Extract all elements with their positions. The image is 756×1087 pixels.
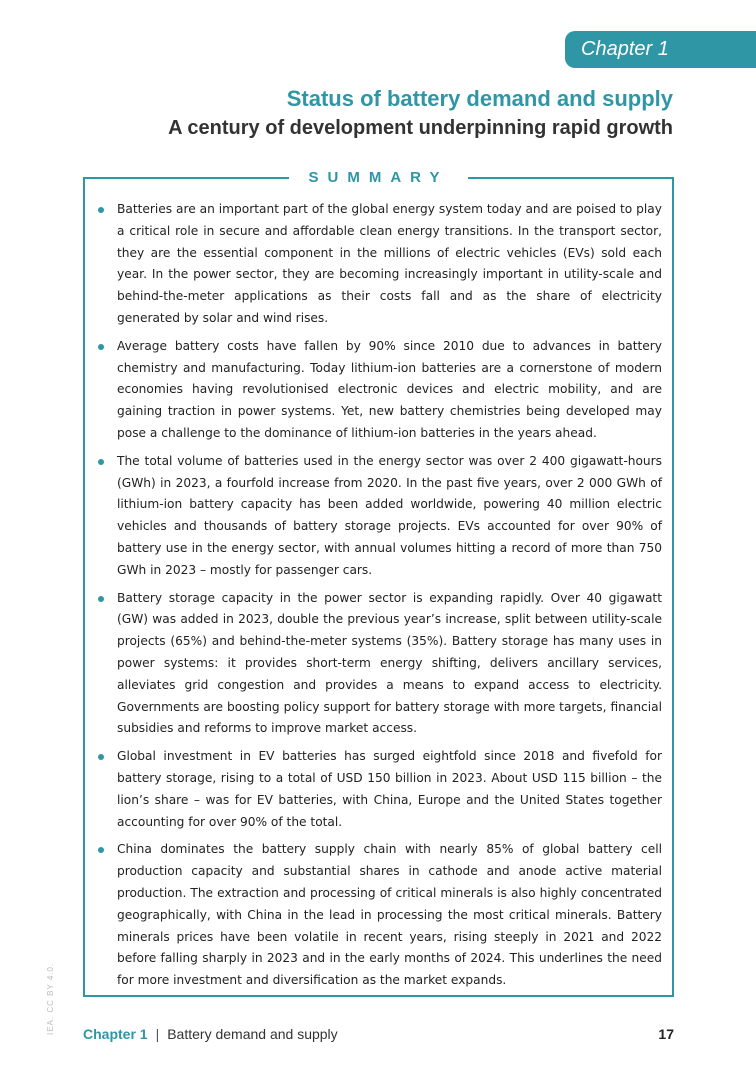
summary-box: [83, 169, 674, 997]
bullet-dot-icon: [98, 459, 104, 465]
bullet-text: Global investment in EV batteries has surged eightfold since 2018 and fivefold for battery storage, rising to a total of USD 150 billion in 2023. About USD 115 billion – the lion’s share – was for EV batteries, with China, Europe and the United States together accounting for over 90% of the total.: [117, 749, 662, 829]
summary-bullet: [97, 199, 662, 330]
summary-bullet: [97, 588, 662, 741]
page-subtitle: A century of development underpinning rapid growth: [168, 117, 673, 139]
bullet-text: Battery storage capacity in the power sector is expanding rapidly. Over 40 gigawatt (GW) was added in 2023, double the previous year’s increase, split between utility-scale projects (65%) and behind-the-meter systems (35%). Battery storage has many uses in power systems: it provides short-term energy shifting, delivers ancillary services, alleviates grid congestion and provides a means to expand access to electricity. Governments are boosting policy support for battery storage with more targets, financial subsidies and reforms to improve market access.: [117, 590, 662, 736]
bullet-dot-icon: [98, 754, 104, 760]
chapter-tab: Chapter 1: [565, 31, 756, 68]
summary-heading: SUMMARY: [289, 168, 469, 188]
page-title: Status of battery demand and supply: [286, 86, 673, 111]
summary-bullet: [97, 336, 662, 445]
bullet-text: Average battery costs have fallen by 90% since 2010 due to advances in battery chemistry and manufacturing. Today lithium-ion batteries are a cornerstone of modern economies having revolutionised electronic devices and electric mobility, and are gaining traction in power systems. Yet, new battery chemistries being developed may pose a challenge to the dominance of lithium-ion batteries in the years ahead.: [117, 338, 662, 440]
bullet-dot-icon: [98, 596, 104, 602]
bullet-text: Batteries are an important part of the global energy system today and are poised to play a critical role in secure and affordable clean energy transitions. In the transport sector, they are the essential component in the millions of electric vehicles (EVs) sold each year. In the power sector, they are becoming increasingly important in utility-scale and behind-the-meter applications as their costs fall and as the share of electricity generated by solar and wind rises.: [117, 202, 662, 325]
footer-section-title: Battery demand and supply: [167, 1026, 338, 1042]
bullet-text: China dominates the battery supply chain with nearly 85% of global battery cell production capacity and substantial shares in cathode and anode active material production. The extraction and processing of critical minerals is also highly concentrated geographically, with China in the lead in processing the most critical minerals. Battery minerals prices have been volatile in recent years, rising steeply in 2021 and 2022 before falling sharply in 2023 and in the early months of 2024. This underlines the need for more investment and diversification as the market expands.: [117, 842, 662, 988]
footer-chapter: Chapter 1: [83, 1026, 148, 1042]
summary-bullet: [97, 839, 662, 992]
page-footer: [83, 1024, 674, 1044]
bullet-dot-icon: [98, 847, 104, 853]
bullet-text: The total volume of batteries used in the energy sector was over 2 400 gigawatt-hours (GWh) in 2023, a fourfold increase from 2020. In the past five years, over 2 000 GWh of lithium-ion battery capacity has been added worldwide, powering 40 million electric vehicles and thousands of battery storage projects. EVs accounted for over 90% of battery use in the energy sector, with annual volumes hitting a record of more than 750 GWh in 2023 – mostly for passenger cars.: [117, 453, 662, 577]
license-note: IEA. CC BY 4.0.: [46, 962, 55, 1035]
summary-bullet: [97, 451, 662, 582]
summary-list: [97, 199, 662, 998]
summary-bullet: [97, 746, 662, 833]
footer-separator: |: [155, 1026, 160, 1042]
page-number: 17: [658, 1026, 674, 1042]
bullet-dot-icon: [98, 207, 104, 213]
bullet-dot-icon: [98, 344, 104, 350]
